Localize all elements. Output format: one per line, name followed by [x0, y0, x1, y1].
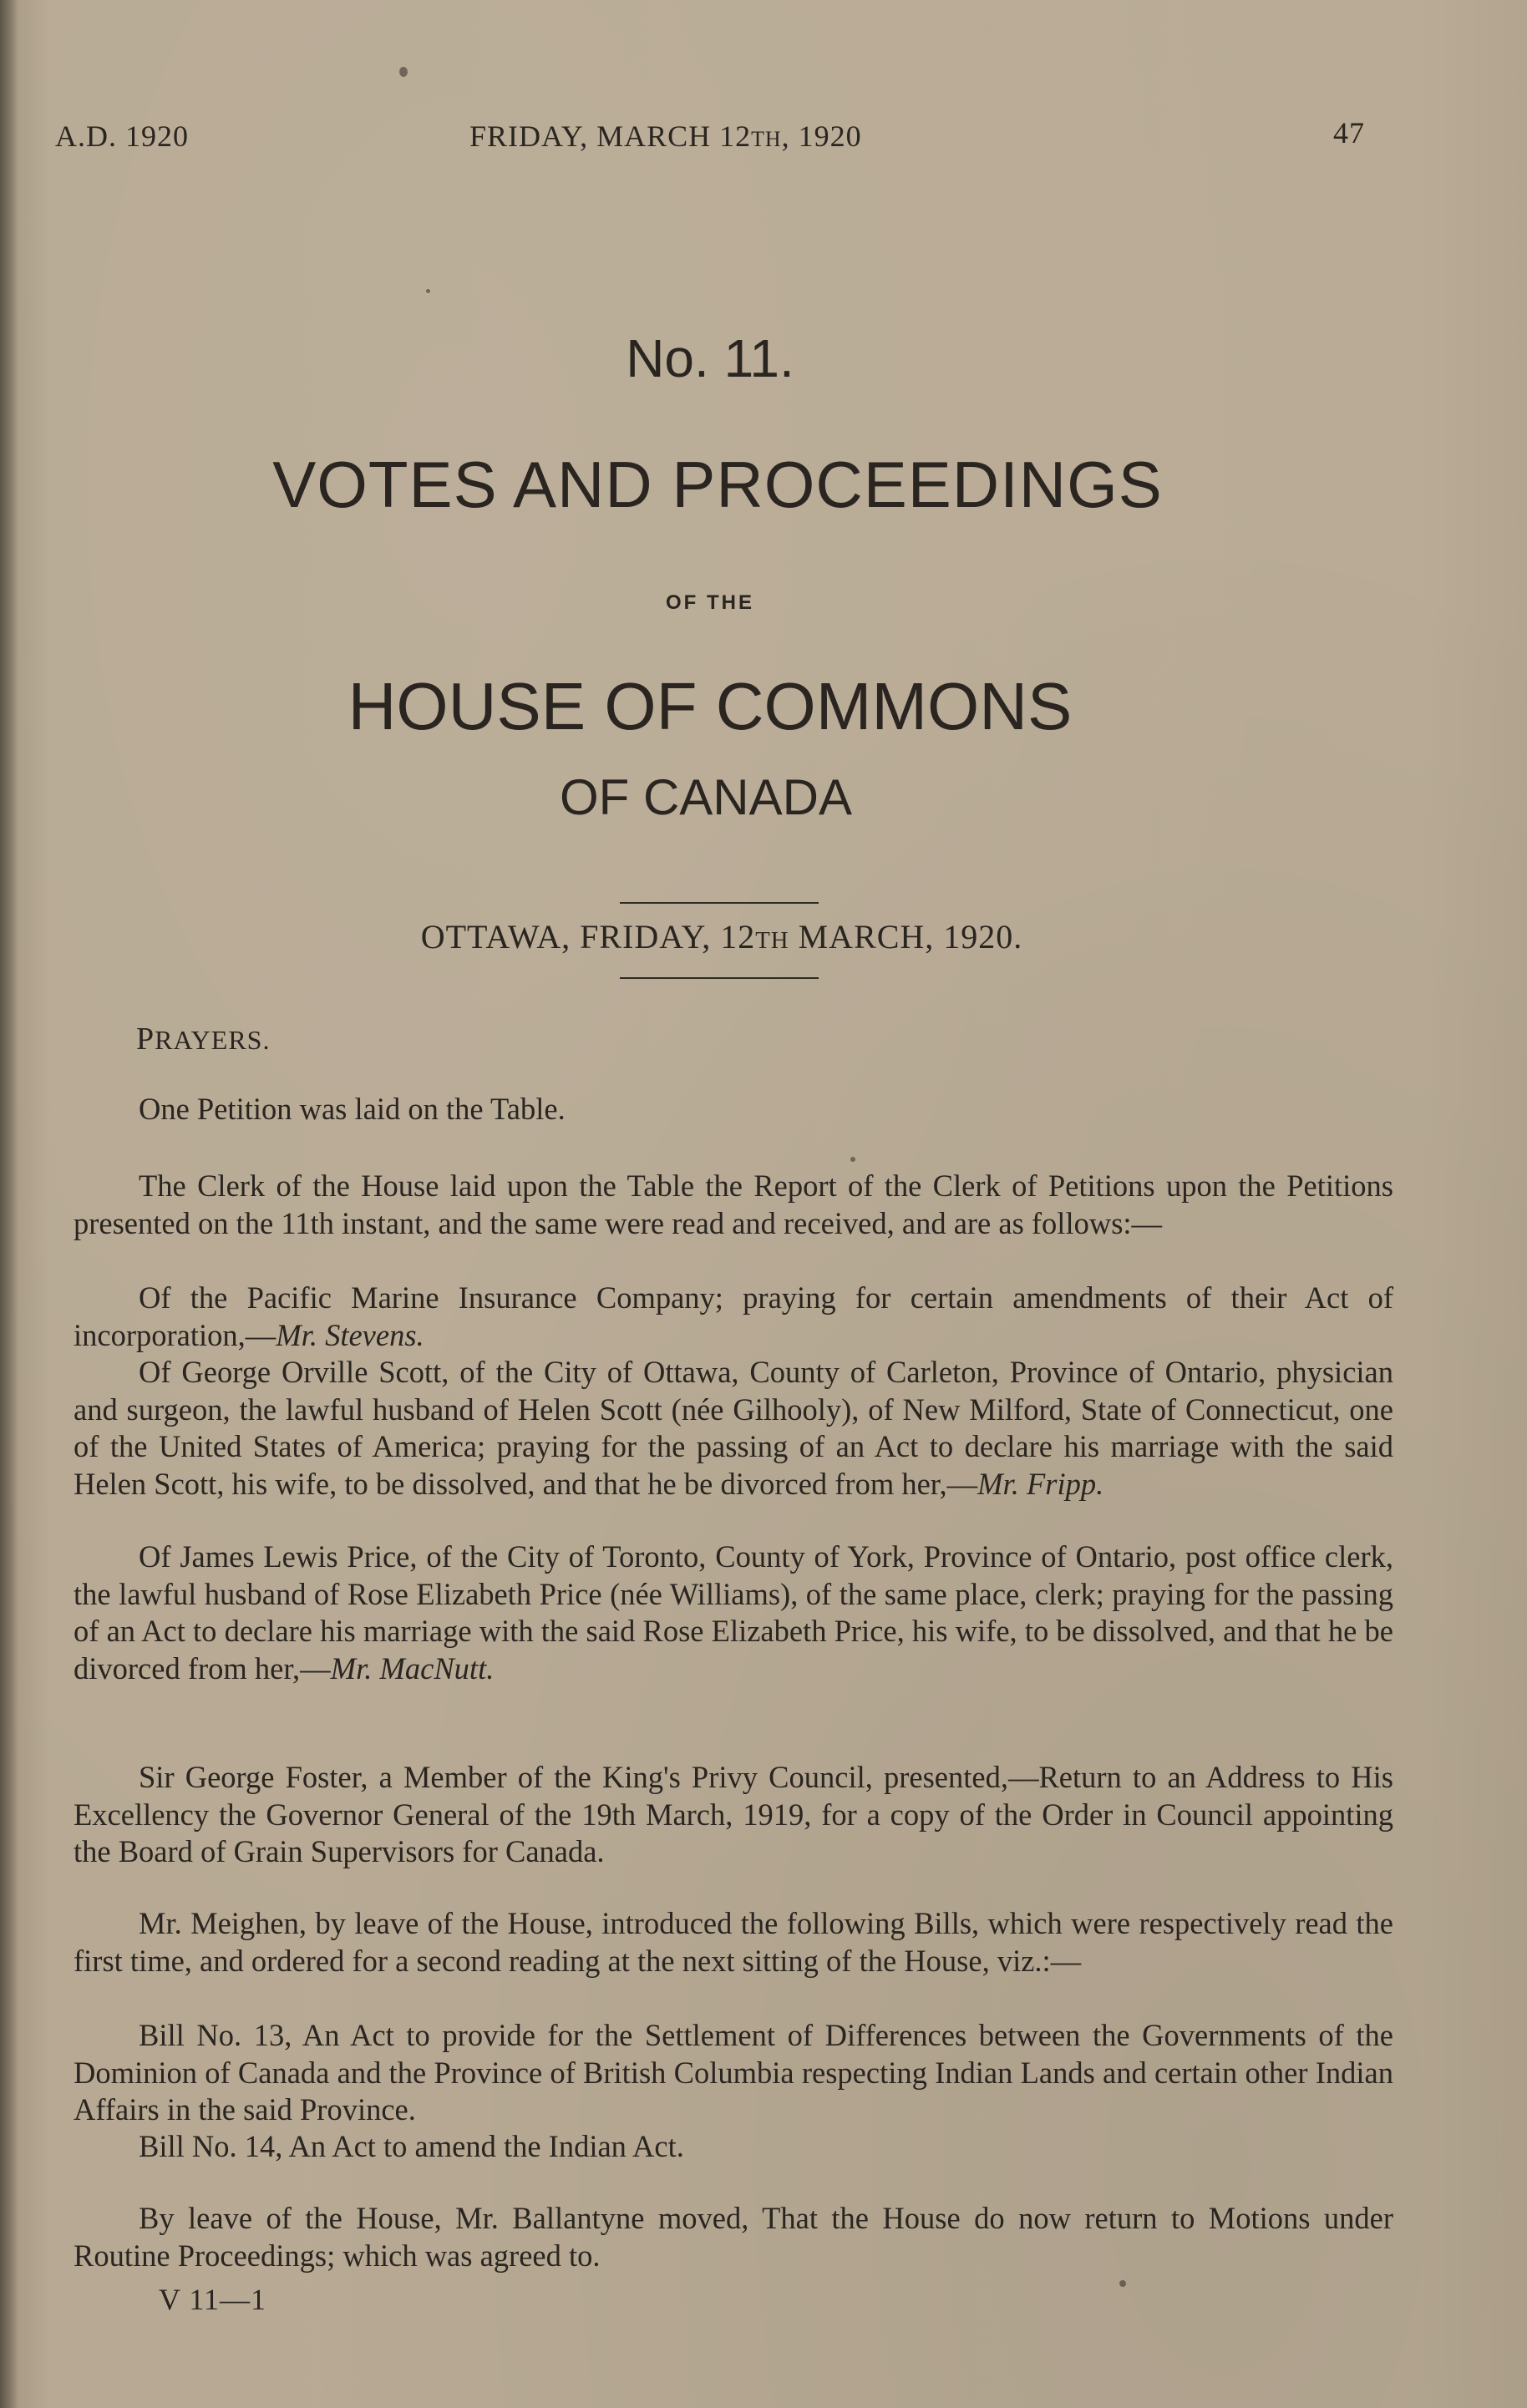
- signature-mark: V 11—1: [159, 2283, 267, 2316]
- dateline-rest: MARCH, 1920.: [789, 918, 1023, 956]
- paragraph-ballantyne-motion: By leave of the House, Mr. Ballantyne moved, That the House do now return to Motions under Routine Proceedings; which was agreed to.: [74, 2201, 1393, 2273]
- dateline-ordinal: TH: [755, 927, 789, 954]
- paragraph-petition-2: [74, 1354, 1393, 1503]
- dateline-main: OTTAWA, FRIDAY, 12: [420, 918, 756, 956]
- dateline-rule-top: [620, 902, 819, 904]
- paragraph-petition-laid: One Petition was laid on the Table.: [139, 1092, 566, 1126]
- running-head-date-ordinal: TH: [751, 127, 782, 151]
- paragraph-petition-3: [74, 1539, 1393, 1687]
- running-head-year: A.D. 1920: [55, 119, 189, 153]
- paragraph-bill-14: Bill No. 14, An Act to amend the Indian Act.: [139, 2129, 684, 2163]
- paragraph-foster-return: Sir George Foster, a Member of the King's Privy Council, presented,—Return to an Address to His Excellency the Governor General of the 19th March, 1919, for a copy of the Order in Council appointing the Board of Grain Supervisors for Canada.: [74, 1760, 1393, 1869]
- paper-speck: [399, 67, 408, 77]
- petition-3-text: Of James Lewis Price, of the City of Toronto, County of York, Province of Ontario, post office clerk, the lawful husband of Rose Elizabeth Price (née Williams), of the same place, clerk; praying for the passing of an Act to declare his marriage with the said Rose Elizabeth Price, his wife, to be dissolved, and that he be divorced from her,—: [74, 1539, 1393, 1686]
- running-head-date-year: , 1920: [781, 119, 862, 153]
- page-number: 47: [1333, 116, 1365, 150]
- paragraph-meighen-bills: Mr. Meighen, by leave of the House, introduced the following Bills, which were respectively read the first time, and ordered for a second reading at the next sitting of the House, viz.:—: [74, 1906, 1393, 1978]
- paper-speck: [426, 289, 430, 293]
- dateline: [0, 917, 1443, 956]
- running-head-date-main: FRIDAY, MARCH 12: [469, 119, 752, 153]
- petition-3-member: Mr. MacNutt.: [330, 1650, 495, 1686]
- prayers-initial: P: [136, 1021, 155, 1057]
- running-head-date: [469, 119, 862, 154]
- prayers-rest: RAYERS.: [155, 1025, 271, 1055]
- issue-number: No. 11.: [626, 328, 794, 388]
- house-title: HOUSE OF COMMONS: [348, 669, 1073, 743]
- prayers-heading: [136, 1021, 270, 1057]
- petition-1-member: Mr. Stevens.: [276, 1317, 424, 1352]
- paper-speck: [850, 1157, 855, 1162]
- document-title: VOTES AND PROCEEDINGS: [272, 448, 1163, 521]
- paragraph-clerk-report: The Clerk of the House laid upon the Table the Report of the Clerk of Petitions upon the Petitions presented on the 11th instant, and the same were read and received, and are as follows:—: [74, 1169, 1393, 1240]
- paragraph-bill-13: Bill No. 13, An Act to provide for the Settlement of Differences between the Governments of the Dominion of Canada and the Province of British Columbia respecting Indian Lands and certain other Indian Affairs in the said Province.: [74, 2018, 1393, 2127]
- petition-2-member: Mr. Fripp.: [977, 1466, 1104, 1501]
- dateline-rule-bottom: [620, 977, 819, 979]
- petition-2-text: Of George Orville Scott, of the City of Ottawa, County of Carleton, Province of Ontario, physician and surgeon, the lawful husband of Helen Scott (née Gilhooly), of New Milford, State of Connecticut, one of the United States of America; praying for the passing of an Act to declare his marriage with the said Helen Scott, his wife, to be dissolved, and that he be divorced from her,—: [74, 1355, 1393, 1501]
- paragraph-petition-1: [74, 1280, 1393, 1354]
- country-title: OF CANADA: [559, 769, 853, 825]
- title-connector: OF THE: [666, 591, 754, 614]
- petition-1-text: Of the Pacific Marine Insurance Company; praying for certain amendments of their Act of incorporation,—: [74, 1280, 1393, 1352]
- paper-speck: [1119, 2280, 1126, 2287]
